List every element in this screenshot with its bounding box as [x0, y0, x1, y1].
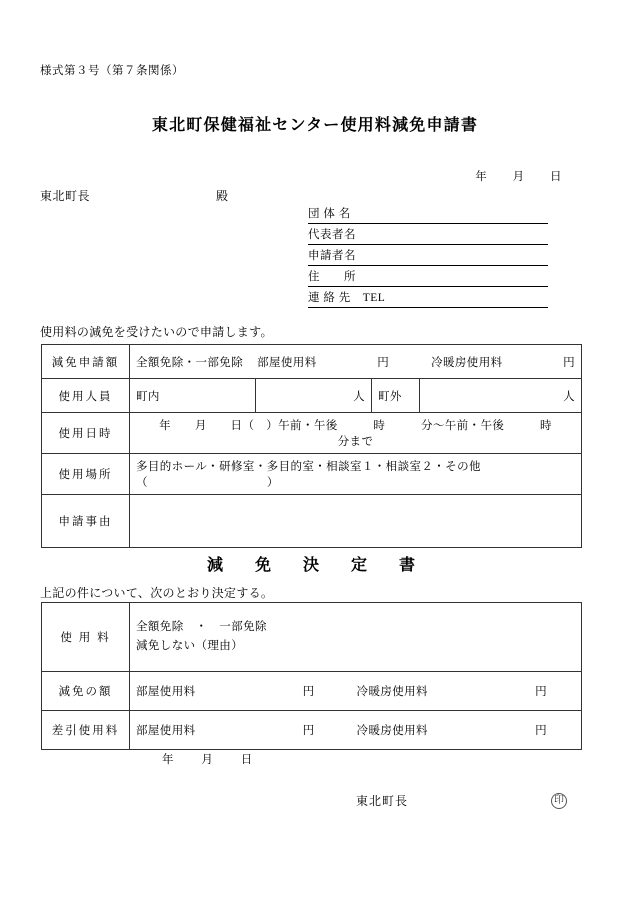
field-label: 団 体 名: [308, 208, 351, 220]
reduction-option-text[interactable]: 全額免除・一部免除: [136, 356, 244, 369]
room-fee-unit: 円: [302, 686, 315, 698]
reduction-sum-cell: [130, 672, 582, 711]
decision-intro-text: 上記の件について、次のとおり決定する。: [40, 586, 274, 600]
applicant-field-telephone: [308, 287, 548, 308]
field-value[interactable]: [384, 263, 548, 265]
row-label-attendance: 使用人員: [42, 379, 130, 413]
row-label-reduction-amount: 減免申請額: [42, 345, 130, 379]
attendance-outside-unit: 人: [563, 390, 576, 403]
date-top-day: 日: [550, 171, 562, 183]
date-top-year: 年: [475, 171, 488, 183]
usage-datetime-cell[interactable]: 年 月 日（ ）午前・午後 時 分～午前・午後 時 分まで: [130, 413, 582, 454]
table-row: [42, 413, 582, 454]
room-fee-label: 部屋使用料: [257, 356, 317, 369]
room-fee-unit: 円: [302, 725, 315, 737]
ac-fee-unit: 円: [535, 686, 547, 698]
field-value[interactable]: [384, 242, 548, 244]
usage-place-cell[interactable]: 多目的ホール・研修室・多目的室・相談室１・相談室２・その他（ ）: [130, 454, 582, 495]
row-label-usage-place: 使用場所: [42, 454, 130, 495]
row-label-reason: 申請事由: [42, 495, 130, 548]
ac-fee-unit: 円: [563, 356, 576, 369]
room-fee-label: 部屋使用料: [136, 686, 196, 698]
page-title: 東北町保健福祉センター使用料減免申請書: [151, 117, 479, 134]
table-row: [42, 672, 582, 711]
table-row: [42, 379, 582, 413]
ac-fee-unit: 円: [535, 725, 547, 737]
row-label-reduction-sum: 減免の額: [42, 672, 130, 711]
decision-title: 減 免 決 定 書: [206, 557, 423, 574]
field-label: 連 絡 先 TEL: [308, 292, 386, 304]
field-label: 申請者名: [308, 250, 356, 262]
ac-fee-label: 冷暖房使用料: [431, 356, 503, 369]
decision-table: [41, 602, 582, 750]
attendance-inside-value-cell[interactable]: [256, 379, 372, 413]
table-row: [42, 454, 582, 495]
attendance-outside-label-cell: [372, 379, 420, 413]
date-bottom-month: 月: [201, 754, 214, 766]
date-bottom-day: 日: [240, 754, 253, 766]
seal-icon: 印: [551, 793, 567, 809]
addressee-suffix: 殿: [216, 189, 229, 203]
usage-fee-cell: [130, 603, 582, 672]
application-table: [41, 344, 588, 548]
fee-no-reduction-line[interactable]: 減免しない（理由）: [136, 640, 244, 652]
attendance-outside-value-cell[interactable]: [420, 379, 582, 413]
reduction-amount-cell: [130, 345, 582, 379]
signer-name: 東北町長: [356, 794, 409, 808]
room-fee-label: 部屋使用料: [136, 725, 196, 737]
applicant-field-applicant-name: [308, 245, 548, 266]
field-label: 代表者名: [308, 229, 356, 241]
field-value[interactable]: [384, 221, 548, 223]
net-fee-cell: [130, 711, 582, 750]
date-line-bottom: [138, 751, 253, 767]
attendance-outside-label: 町外: [378, 390, 402, 403]
application-intro-text: 使用料の減免を受けたいので申請します。: [40, 325, 273, 339]
field-value[interactable]: [384, 284, 548, 286]
form-number: 様式第３号（第７条関係）: [40, 65, 184, 77]
table-row: [42, 495, 582, 548]
table-row: [42, 603, 582, 672]
applicant-field-group-name: [308, 203, 548, 224]
ac-fee-label: 冷暖房使用料: [356, 686, 428, 698]
field-value[interactable]: [385, 305, 548, 307]
applicant-block: [308, 203, 548, 308]
room-fee-unit: 円: [377, 356, 390, 369]
applicant-field-representative-name: [308, 224, 548, 245]
row-label-net-fee: 差引使用料: [42, 711, 130, 750]
date-line-top: [453, 168, 562, 184]
field-label: 住 所: [308, 271, 356, 283]
date-top-month: 月: [512, 171, 525, 183]
date-bottom-year: 年: [162, 754, 174, 766]
table-row: [42, 345, 582, 379]
row-label-usage-fee: 使 用 料: [42, 603, 130, 672]
attendance-inside-unit: 人: [353, 390, 365, 403]
attendance-inside-label-cell: [130, 379, 256, 413]
fee-option-line[interactable]: 全額免除 ・ 一部免除: [136, 621, 267, 633]
row-label-usage-datetime: 使用日時: [42, 413, 130, 454]
attendance-inside-label: 町内: [136, 390, 160, 403]
ac-fee-label: 冷暖房使用料: [356, 725, 428, 737]
applicant-field-address: [308, 266, 548, 287]
addressee: 東北町長: [40, 189, 91, 203]
reason-cell[interactable]: [130, 495, 582, 548]
table-row: [42, 711, 582, 750]
